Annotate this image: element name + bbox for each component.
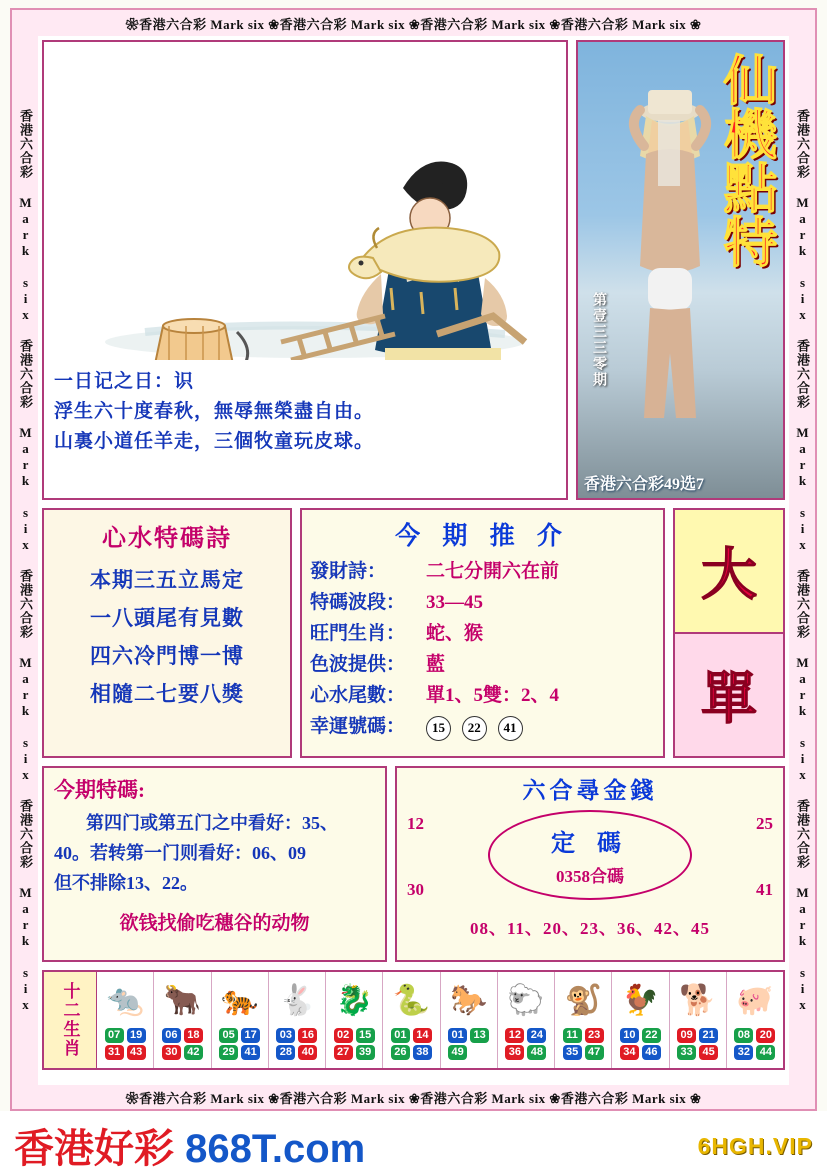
zodiac-number-row [448,1045,489,1060]
tuijian-label: 發財詩： [310,561,387,582]
footer-watermark: 6HGH.VIP [697,1133,813,1159]
poem-line-2: 浮生六十度春秋，無辱無榮盡自由。 [54,401,375,422]
zodiac-number-ball: 02 [334,1028,353,1043]
zodiac-animal-icon: 🐕 [678,983,717,1017]
zodiac-number-row [505,1045,546,1060]
zodiac-numbers [620,1028,661,1063]
zodiac-number-ball: 24 [527,1028,546,1043]
zodiac-number-row [105,1028,146,1043]
zodiac-numbers [391,1028,432,1063]
lucky-label: 幸運號碼： [310,716,406,737]
zodiac-number-row [448,1028,489,1043]
zodiac-animal-icon: 🐖 [736,983,774,1017]
zodiac-numbers [162,1028,203,1063]
xinshui-line: 相隨二七要八獎 [90,682,244,706]
zodiac-number-row [677,1045,718,1060]
money-corner-bottom-left: 30 [407,880,424,899]
zodiac-number-row [563,1045,604,1060]
zodiac-number-ball: 23 [585,1028,604,1043]
zodiac-number-ball: 06 [162,1028,181,1043]
zodiac-number-ball: 42 [184,1045,203,1060]
dadan-panel [673,508,785,758]
zodiac-cell [97,972,154,1068]
money-numbers: 08、11、20、23、36、42、45 [469,919,711,938]
mark-six-label: 香港六合彩49选7 [584,476,705,493]
zodiac-animal-icon: 🐍 [392,983,431,1017]
money-corner-top-left: 12 [407,814,424,833]
zodiac-number-ball: 43 [127,1045,146,1060]
zodiac-number-row [734,1045,775,1060]
tuijian-row [310,680,655,711]
top-banner-text: ❀香港六合彩 Mark six ❀香港六合彩 Mark six ❀香港六合彩 Mark six ❀香港六合彩 Mark six ❀ [125,16,702,32]
top-banner [12,10,815,36]
zodiac-animal-icon: 🐓 [621,983,660,1017]
zodiac-label-text: 十二生肖 [60,982,80,1058]
zodiac-number-row [677,1028,718,1043]
illustration-image [44,42,566,361]
tuijian-label: 心水尾數： [310,685,406,706]
right-banner [789,36,815,1085]
zodiac-number-ball: 31 [105,1045,124,1060]
tema-line-2: 40。若转第一门则看好：06、09 [54,843,306,863]
zodiac-animal-icon: 🐉 [335,983,373,1017]
tuijian-row [310,649,655,680]
zodiac-cell [154,972,211,1068]
zodiac-number-ball: 28 [276,1045,295,1060]
zodiac-numbers [276,1028,317,1063]
money-oval [488,810,692,900]
zodiac-number-ball: 49 [448,1045,467,1060]
zodiac-number-ball: 10 [620,1028,639,1043]
zodiac-number-row [620,1045,661,1060]
footer-brand-cn: 香港好彩 [14,1127,174,1171]
masthead-panel [576,40,785,500]
tema-line-3: 但不排除13、22。 [54,873,198,893]
zodiac-animal-icon: 🐑 [507,983,545,1017]
left-banner-text: 香港六合彩 Mark six 香港六合彩 Mark six 香港六合彩 Mark six 香港六合彩 Mark six [18,108,33,1013]
footer-brand-en: 868T.com [185,1127,366,1171]
zodiac-number-ball: 09 [677,1028,696,1043]
lucky-ball: 41 [498,716,523,741]
zodiac-number-row [276,1045,317,1060]
tuijian-value: 蛇、猴 [426,623,484,644]
zodiac-number-ball: 27 [334,1045,353,1060]
lucky-balls [426,711,529,742]
money-oval-title: 定 碼 [551,831,629,857]
dadan-top: 大 [675,510,783,634]
bottom-banner [12,1085,815,1109]
zodiac-number-ball: 40 [298,1045,317,1060]
zodiac-number-ball: 12 [505,1028,524,1043]
poem-line-1: 一日记之日：识 [54,371,195,392]
left-banner [12,36,38,1085]
zodiac-numbers [505,1028,546,1063]
zodiac-number-ball: 30 [162,1045,181,1060]
zodiac-number-ball: 39 [356,1045,375,1060]
zodiac-numbers [105,1028,146,1063]
third-row [42,766,785,962]
zodiac-number-ball: 21 [699,1028,718,1043]
zodiac-numbers [448,1028,489,1063]
zodiac-cell [441,972,498,1068]
zodiac-number-ball: 36 [505,1045,524,1060]
zodiac-number-ball: 14 [413,1028,432,1043]
zodiac-number-row [505,1028,546,1043]
zodiac-number-ball: 17 [241,1028,260,1043]
zodiac-number-ball: 35 [563,1045,582,1060]
money-oval-code: 0358合碼 [556,867,624,886]
masthead-title: 仙機點特 [716,52,776,268]
zodiac-number-ball: 32 [734,1045,753,1060]
zodiac-number-row [334,1028,375,1043]
zodiac-number-ball: 19 [127,1028,146,1043]
right-banner-text: 香港六合彩 Mark six 香港六合彩 Mark six 香港六合彩 Mark six 香港六合彩 Mark six [795,108,810,1013]
zodiac-number-row [563,1028,604,1043]
zodiac-number-ball: 44 [756,1045,775,1060]
zodiac-number-ball: 18 [184,1028,203,1043]
zodiac-number-ball: 03 [276,1028,295,1043]
zodiac-row [42,970,785,1070]
zodiac-number-ball: 01 [448,1028,467,1043]
zodiac-cell [727,972,783,1068]
zodiac-numbers [734,1028,775,1063]
xinshui-title: 心水特碼詩 [102,526,232,552]
lucky-ball: 15 [426,716,451,741]
tuijian-value: 單1、5雙：2、4 [426,685,560,706]
zodiac-number-ball: 13 [470,1028,489,1043]
zodiac-number-row [219,1045,260,1060]
xinshui-panel [42,508,292,758]
tema-highlight: 欲钱找偷吃穗谷的动物 [119,913,310,934]
zodiac-number-ball: 38 [413,1045,432,1060]
zodiac-number-row [734,1028,775,1043]
zodiac-number-ball: 48 [527,1045,546,1060]
zodiac-number-ball: 41 [241,1045,260,1060]
zodiac-numbers [219,1028,260,1063]
zodiac-number-ball: 20 [756,1028,775,1043]
zodiac-number-row [219,1028,260,1043]
tuijian-panel [300,508,665,758]
zodiac-cell [612,972,669,1068]
xinshui-line: 本期三五立馬定 [90,568,244,592]
zodiac-label [44,972,97,1068]
zodiac-cell [670,972,727,1068]
poem-block [44,361,566,461]
money-corner-top-right: 25 [756,814,773,833]
tema-title: 今期特碼: [54,778,145,802]
tuijian-value: 二七分開六在前 [426,561,560,582]
zodiac-number-ball: 46 [642,1045,661,1060]
zodiac-number-ball: 15 [356,1028,375,1043]
zodiac-cell [555,972,612,1068]
dadan-bottom: 單 [675,634,783,756]
zodiac-animal-icon: 🐂 [163,983,202,1017]
tuijian-label: 旺門生肖： [310,623,406,644]
bottom-banner-text: ❀香港六合彩 Mark six ❀香港六合彩 Mark six ❀香港六合彩 Mark six ❀香港六合彩 Mark six ❀ [125,1090,702,1106]
illustration-svg [44,42,566,360]
zodiac-number-ball: 34 [620,1045,639,1060]
tuijian-row [310,618,655,649]
zodiac-number-ball: 45 [699,1045,718,1060]
zodiac-number-row [276,1028,317,1043]
tema-line-1: 第四门或第五门之中看好：35、 [86,813,338,833]
tema-panel [42,766,387,962]
zodiac-number-row [620,1028,661,1043]
zodiac-numbers [334,1028,375,1063]
content-area [42,40,785,1083]
xinshui-line: 一八頭尾有見數 [90,606,244,630]
zodiac-number-row [162,1045,203,1060]
zodiac-animal-icon: 🐒 [564,983,602,1017]
zodiac-animal-icon: 🐇 [278,983,316,1017]
zodiac-number-row [105,1045,146,1060]
zodiac-animal-icon: 🐎 [449,983,488,1017]
zodiac-number-ball: 05 [219,1028,238,1043]
zodiac-number-ball: 11 [563,1028,582,1043]
zodiac-cell [498,972,555,1068]
zodiac-animal-icon: 🐅 [220,983,259,1017]
zodiac-cell [269,972,326,1068]
lucky-number-row [310,711,655,742]
zodiac-number-ball: 08 [734,1028,753,1043]
zodiac-number-ball: 26 [391,1045,410,1060]
footer [0,1111,827,1169]
zodiac-number-ball: 33 [677,1045,696,1060]
issue-number: 第壹三三零期 [591,292,606,388]
zodiac-number-ball: 47 [585,1045,604,1060]
zodiac-numbers [563,1028,604,1063]
zodiac-number-ball: 16 [298,1028,317,1043]
zodiac-cell [383,972,440,1068]
zodiac-number-ball: 01 [391,1028,410,1043]
top-row [42,40,785,500]
money-corner-bottom-right: 41 [756,880,773,899]
tuijian-label: 色波提供： [310,654,406,675]
tuijian-value: 33—45 [426,592,483,613]
zodiac-numbers [677,1028,718,1063]
zodiac-number-row [391,1045,432,1060]
tuijian-row [310,556,655,587]
illustration-panel [42,40,568,500]
zodiac-number-row [162,1028,203,1043]
zodiac-number-ball: 29 [219,1045,238,1060]
tuijian-label: 特碼波段： [310,592,406,613]
poem-line-3: 山裏小道任羊走，三個牧童玩皮球。 [54,431,375,452]
zodiac-number-row [391,1028,432,1043]
tuijian-title: 今 期 推 介 [395,523,570,550]
tuijian-row [310,587,655,618]
zodiac-cell [212,972,269,1068]
footer-brand [14,1117,365,1174]
zodiac-number-row [334,1045,375,1060]
xinshui-line: 四六冷門博一博 [90,644,244,668]
lucky-ball: 22 [462,716,487,741]
second-row [42,508,785,758]
zodiac-cells [97,972,783,1068]
money-title: 六合尋金錢 [522,778,658,803]
zodiac-number-ball: 22 [642,1028,661,1043]
zodiac-number-ball: 07 [105,1028,124,1043]
zodiac-cell [326,972,383,1068]
money-panel [395,766,785,962]
tuijian-value: 藍 [426,654,446,675]
zodiac-animal-icon: 🐀 [106,983,144,1017]
